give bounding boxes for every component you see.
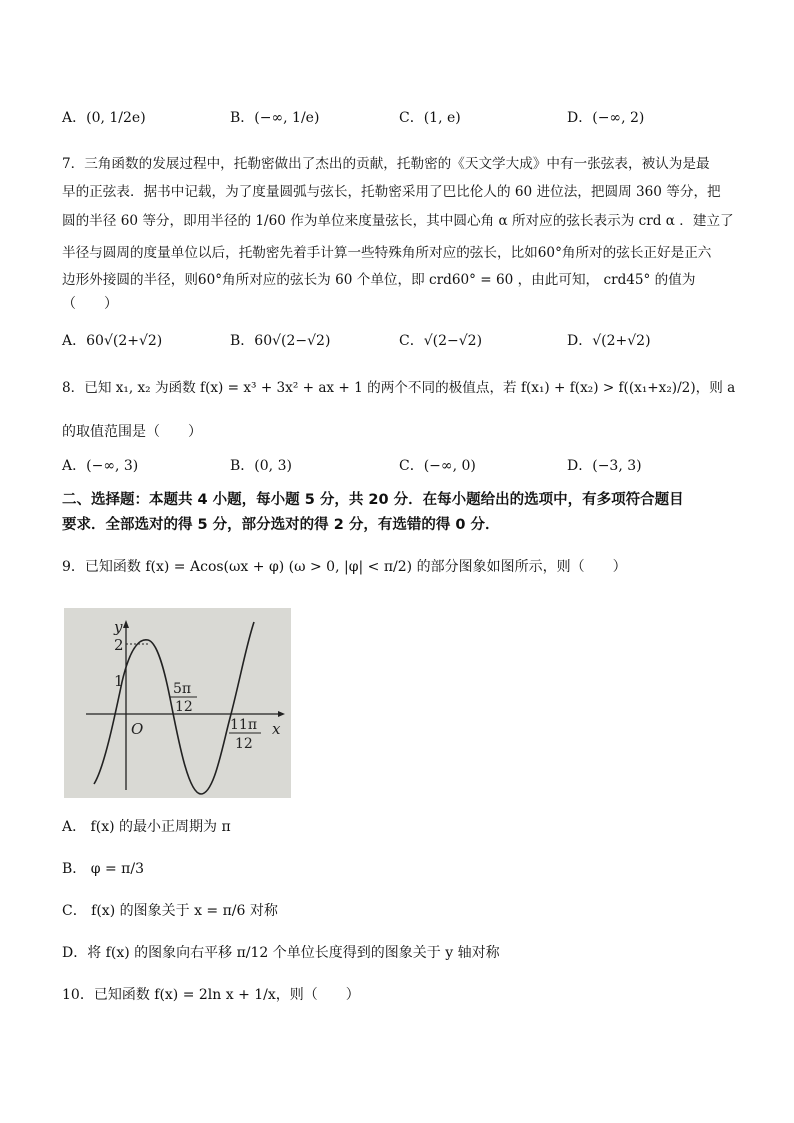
q6-option-d: D．(−∞, 2) xyxy=(567,110,645,126)
q7-option-c: C．√(2−√2) xyxy=(399,333,483,349)
q7-line-1: 7．三角函数的发展过程中，托勒密做出了杰出的贡献，托勒密的《天文学大成》中有一张弦表，被认为是最 xyxy=(62,156,710,172)
q8-option-b: B．(0, 3) xyxy=(230,458,292,474)
y-axis-arrow xyxy=(123,620,129,628)
q7-line-2: 早的正弦表．据书中记载，为了度量圆弧与弦长，托勒密采用了巴比伦人的 60 进位法，把圆周 360 等分，把 xyxy=(62,184,721,200)
q6-options xyxy=(62,107,742,131)
q7-line-6: （ ） xyxy=(62,296,118,312)
q9-stem: 9．已知函数 f(x) = Acos(ωx + φ) (ω > 0, |φ| < π/2) 的部分图象如图所示，则（ ） xyxy=(62,559,627,575)
q9-option-a: A． f(x) 的最小正周期为 π xyxy=(62,819,231,835)
q8-line-1: 8．已知 x₁, x₂ 为函数 f(x) = x³ + 3x² + ax + 1 的两个不同的极值点，若 f(x₁) + f(x₂) > f((x₁+x₂)/2)，则 a xyxy=(62,380,736,396)
q7-option-a: A．60√(2+√2) xyxy=(62,333,163,349)
q9-graph-figure xyxy=(64,608,291,798)
tick1-denominator: 12 xyxy=(175,699,193,715)
section2-heading-line-2: 要求．全部选对的得 5 分，部分选对的得 2 分，有选错的得 0 分． xyxy=(62,517,500,533)
tick2-denominator: 12 xyxy=(235,736,253,752)
q9-option-d: D．将 f(x) 的图象向右平移 π/12 个单位长度得到的图象关于 y 轴对称 xyxy=(62,945,500,961)
section2-heading-line-1: 二、选择题：本题共 4 小题，每小题 5 分，共 20 分．在每小题给出的选项中，有多项符合题目 xyxy=(62,492,684,508)
q7-option-b: B．60√(2−√2) xyxy=(230,333,331,349)
q8-option-d: D．(−3, 3) xyxy=(567,458,642,474)
q9-graph xyxy=(64,608,291,798)
q7-line-3: 圆的半径 60 等分，即用半径的 1/60 作为单位来度量弦长，其中圆心角 α 所对应的弦长表示为 crd α ．建立了 xyxy=(62,213,734,229)
x-axis-label: x xyxy=(272,720,281,738)
q6-option-c: C．(1, e) xyxy=(399,110,461,126)
tick1-numerator: 5π xyxy=(173,681,192,697)
y-axis-label: y xyxy=(114,618,123,636)
q7-line-4: 半径与圆周的度量单位以后，托勒密先着手计算一些特殊角所对应的弦长，比如60°角所对的弦长正好是正六 xyxy=(62,245,712,261)
q7-line-5: 边形外接圆的半径，则60°角所对应的弦长为 60 个单位，即 crd60° = 60 ，由此可知， crd45° 的值为 xyxy=(62,272,696,288)
q6-option-b: B．(−∞, 1/e) xyxy=(230,110,320,126)
q8-line-2: 的取值范围是（ ） xyxy=(62,424,202,440)
q8-option-c: C．(−∞, 0) xyxy=(399,458,476,474)
origin-label: O xyxy=(131,720,144,738)
x-axis-arrow xyxy=(278,711,285,717)
tick2-numerator: 11π xyxy=(230,717,258,733)
q9-option-b: B． φ = π/3 xyxy=(62,861,144,877)
y-tick-2-label: 2 xyxy=(114,636,124,654)
q7-options xyxy=(62,330,742,354)
q9-option-c: C． f(x) 的图象关于 x = π/6 对称 xyxy=(62,903,278,919)
q8-options xyxy=(62,455,742,479)
q8-option-a: A．(−∞, 3) xyxy=(62,458,139,474)
q10-stem: 10．已知函数 f(x) = 2ln x + 1/x，则（ ） xyxy=(62,987,360,1003)
q6-option-a: A．(0, 1/2e) xyxy=(62,110,146,126)
y-tick-1-label: 1 xyxy=(114,672,124,690)
q7-option-d: D．√(2+√2) xyxy=(567,333,651,349)
